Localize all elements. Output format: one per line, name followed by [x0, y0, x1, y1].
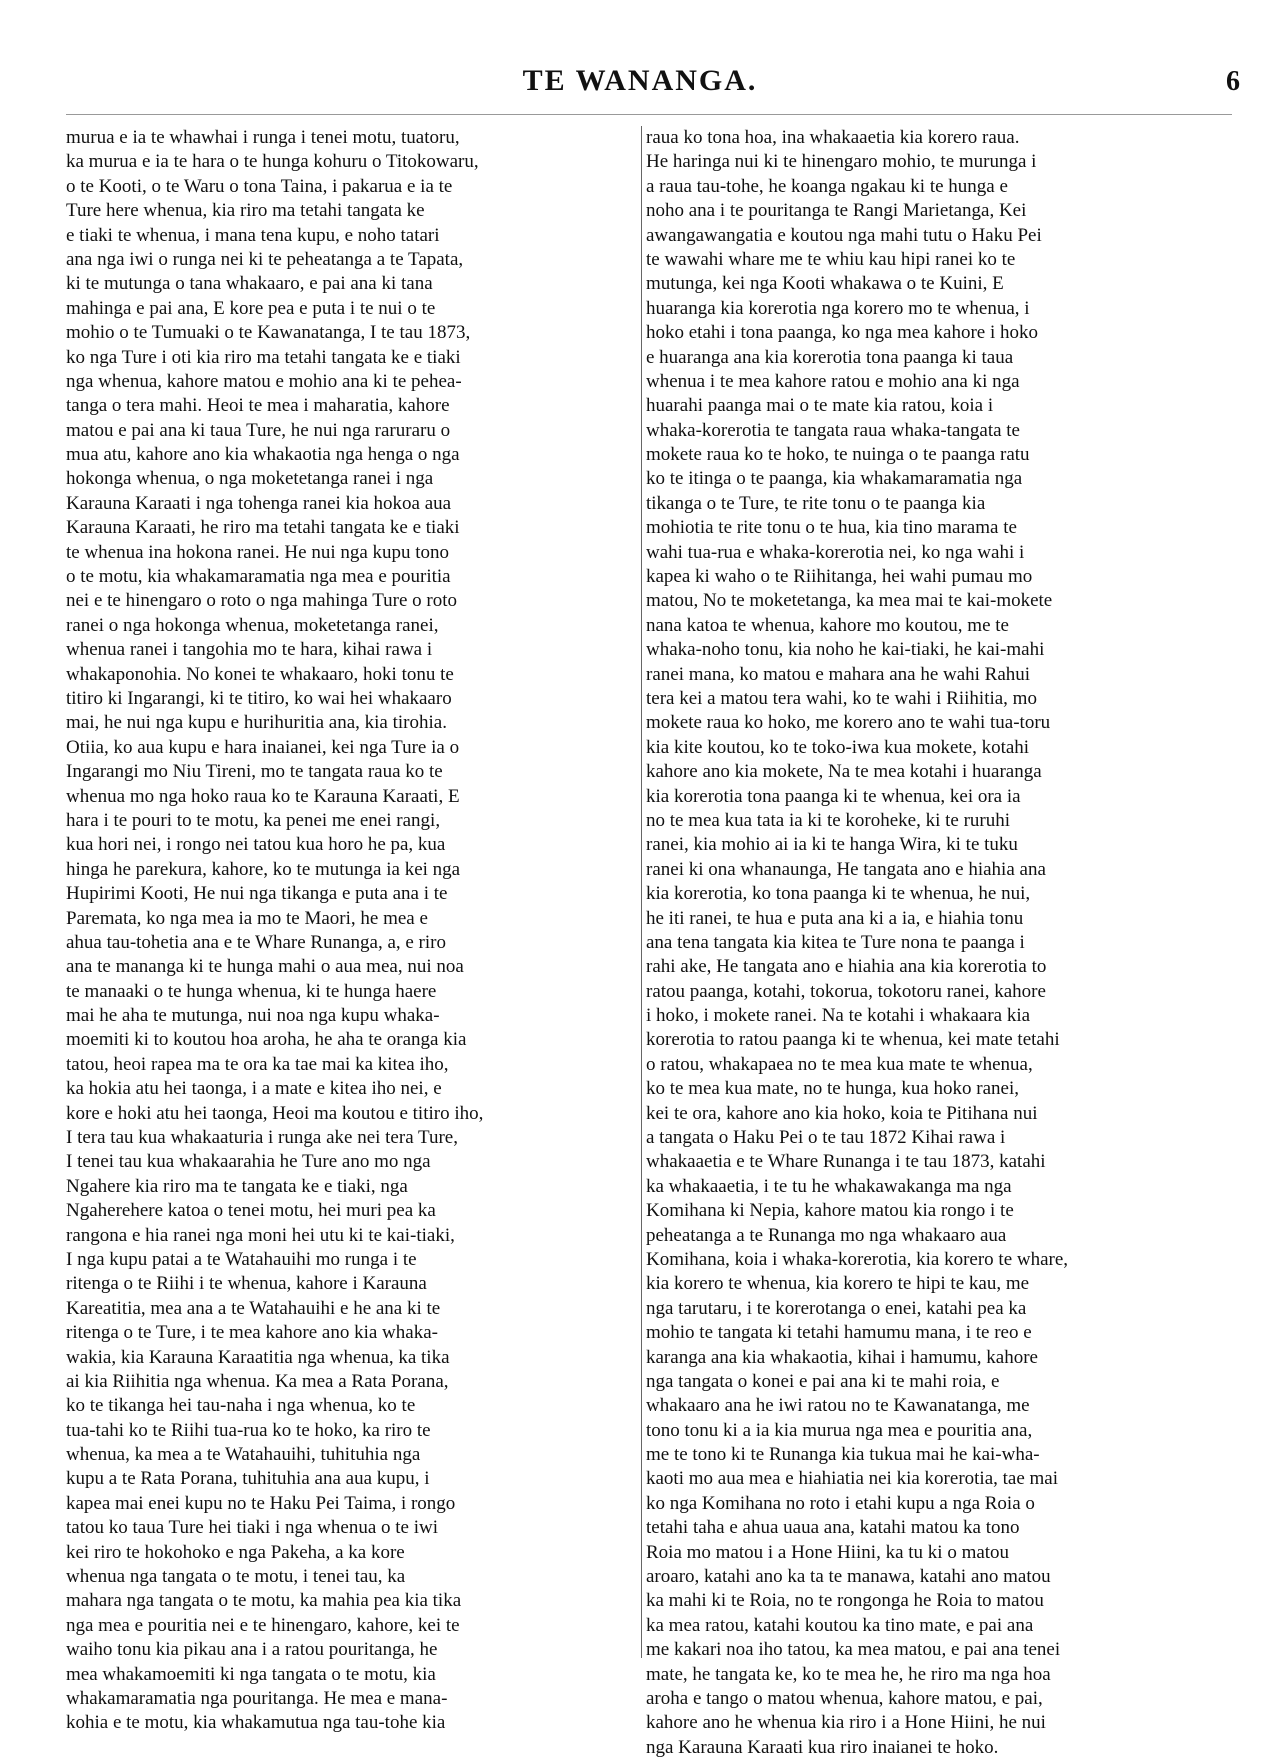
- text-line: whakaaro ana he iwi ratou no te Kawanatanga, me: [646, 1395, 1030, 1417]
- text-line: ritenga o te Ture, i te mea kahore ano kia whaka-: [66, 1322, 438, 1344]
- text-line: Hupirimi Kooti, He nui nga tikanga e puta ana i te: [66, 883, 448, 905]
- text-line: me te tono ki te Runanga kia tukua mai he kai-wha-: [646, 1444, 1040, 1466]
- text-line: whaka-korerotia te tangata raua whaka-tangata te: [646, 419, 1020, 441]
- text-line: Komihana, koia i whaka-korerotia, kia korero te whare,: [646, 1248, 1069, 1270]
- text-line: nga tarutaru, i te korerotanga o enei, katahi pea ka: [646, 1297, 1027, 1319]
- text-line: nga tangata o konei e pai ana ki te mahi roia, e: [646, 1370, 1000, 1392]
- text-line: ana tena tangata kia kitea te Ture nona te paanga i: [646, 931, 1025, 953]
- text-line: whenua nga tangata o te motu, i tenei tau, ka: [66, 1566, 406, 1588]
- text-line: nei e te hinengaro o roto o nga mahinga Ture o roto: [66, 590, 458, 612]
- text-line: matou e pai ana ki taua Ture, he nui nga raruraru o: [66, 419, 451, 441]
- text-line: ritenga o te Riihi i te whenua, kahore i Karauna: [66, 1273, 427, 1295]
- text-line: ana nga iwi o runga nei ki te peheatanga a te Tapata,: [66, 248, 464, 270]
- page-number: 6: [1226, 66, 1240, 97]
- text-line: me kakari noa iho tatou, ka mea matou, e pai ana tenei: [646, 1639, 1061, 1661]
- text-line: hinga he parekura, kahore, ko te mutunga ia kei nga: [66, 858, 461, 880]
- text-line: aroha e tango o matou whenua, kahore matou, e pai,: [646, 1688, 1043, 1709]
- text-line: ahua tau-tohetia ana e te Whare Runanga, a, e riro: [66, 931, 446, 953]
- left-column: [66, 126, 636, 1736]
- text-line: o te Kooti, o te Waru o tona Taina, i pakarua e ia te: [66, 175, 453, 197]
- text-line: awangawangatia e koutou nga mahi tutu o Haku Pei: [646, 224, 1042, 246]
- text-line: mea whakamoemiti ki nga tangata o te motu, kia: [66, 1663, 436, 1685]
- text-line: tatou ko taua Ture hei tiaki i nga whenua o te iwi: [66, 1517, 439, 1539]
- text-line: kohia e te motu, kia whakamutua nga tau-tohe kia: [66, 1712, 446, 1734]
- text-line: karanga ana kia whakaotia, kihai i hamumu, kahore: [646, 1346, 1038, 1368]
- text-line: whenua mo nga hoko raua ko te Karauna Karaati, E: [66, 785, 460, 807]
- text-line: Ngaherehere katoa o tenei motu, hei muri pea ka: [66, 1200, 436, 1222]
- text-line: Otiia, ko aua kupu e hara inaianei, kei nga Ture ia o: [66, 736, 460, 758]
- text-line: ko te tikanga hei tau-naha i nga whenua, ko te: [66, 1395, 416, 1417]
- text-line: mutunga, kei nga Kooti whakawa o te Kuini, E: [646, 273, 1004, 295]
- text-line: ka mea ratou, katahi koutou ka tino mate, e pai ana: [646, 1614, 1034, 1636]
- text-line: whenua i te mea kahore ratou e mohio ana ki nga: [646, 370, 1020, 392]
- text-line: ka murua e ia te hara o te hunga kohuru o Titokowaru,: [66, 151, 479, 173]
- text-line: ana te mananga ki te hunga mahi o aua mea, nui noa: [66, 956, 464, 978]
- text-line: mahinga e pai ana, E kore pea e puta i te nui o te: [66, 297, 436, 319]
- text-line: wahi tua-rua e whaka-korerotia nei, ko nga wahi i: [646, 541, 1025, 563]
- text-line: rangona e hia ranei nga moni hei utu ki te kai-tiaki,: [66, 1224, 455, 1246]
- text-line: waiho tonu kia pikau ana i a ratou pouritanga, he: [66, 1639, 438, 1661]
- text-line: ka hokia atu hei taonga, i a mate e kitea iho nei, e: [66, 1078, 442, 1100]
- text-line: whaka-noho tonu, kia noho he kai-tiaki, he kai-mahi: [646, 639, 1045, 661]
- text-line: te wawahi whare me te whiu kau hipi ranei ko te: [646, 248, 1016, 270]
- text-line: ko nga Ture i oti kia riro ma tetahi tangata ke e tiaki: [66, 346, 461, 368]
- text-line: hara i te pouri to te motu, ka penei me enei rangi,: [66, 809, 441, 831]
- text-line: huaranga kia korerotia nga korero mo te whenua, i: [646, 297, 1030, 319]
- header-rule: [66, 114, 1232, 115]
- text-line: Komihana ki Nepia, kahore matou kia rongo i te: [646, 1200, 1014, 1222]
- text-line: ko nga Komihana no roto i etahi kupu a nga Roia o: [646, 1492, 1035, 1514]
- text-line: Ngahere kia riro ma te tangata ke e tiaki, nga: [66, 1175, 408, 1197]
- text-line: kia kite koutou, ko te toko-iwa kua mokete, kotahi: [646, 736, 1030, 758]
- page-title: TE WANANGA.: [522, 64, 758, 97]
- text-line: tatou, heoi rapea ma te ora ka tae mai ka kitea iho,: [66, 1053, 449, 1075]
- text-line: i hoko, i mokete ranei. Na te kotahi i whakaara kia: [646, 1005, 1031, 1027]
- text-line: wakia, kia Karauna Karaatitia nga whenua, ka tika: [66, 1346, 450, 1368]
- right-column: [646, 126, 1236, 1760]
- text-line: mai he aha te mutunga, nui noa nga kupu whaka-: [66, 1005, 440, 1027]
- text-line: a tangata o Haku Pei o te tau 1872 Kihai rawa i: [646, 1127, 1006, 1149]
- text-line: whenua, ka mea a te Watahauihi, tuhituhia nga: [66, 1444, 421, 1466]
- text-line: tanga o tera mahi. Heoi te mea i maharatia, kahore: [66, 395, 450, 417]
- text-line: mate, he tangata ke, ko te mea he, he riro ma nga hoa: [646, 1663, 1051, 1685]
- text-line: a raua tau-tohe, he koanga ngakau ki te hunga e: [646, 175, 1008, 197]
- text-line: he iti ranei, te hua e puta ana ki a ia, e hiahia tonu: [646, 907, 1024, 929]
- text-line: te manaaki o te hunga whenua, ki te hunga haere: [66, 980, 437, 1002]
- text-line: kia korerotia tona paanga ki te whenua, kei ora ia: [646, 785, 1021, 807]
- text-line: titiro ki Ingarangi, ki te titiro, ko wai hei whakaaro: [66, 687, 452, 709]
- text-line: whenua ranei i tangohia mo te hara, kihai rawa i: [66, 639, 433, 661]
- text-line: tetahi taha e ahua uaua ana, katahi matou ka tono: [646, 1517, 1020, 1539]
- text-line: mohio te tangata ki tetahi hamumu mana, i te reo e: [646, 1322, 1032, 1344]
- text-line: ka mahi ki te Roia, no te rongonga he Roia to matou: [646, 1590, 1044, 1612]
- text-line: rahi ake, He tangata ano e hiahia ana kia korerotia to: [646, 956, 1047, 978]
- text-line: huarahi paanga mai o te mate kia ratou, koia i: [646, 395, 994, 417]
- text-line: kaoti mo aua mea e hiahiatia nei kia korerotia, tae mai: [646, 1468, 1059, 1490]
- column-divider: [641, 126, 642, 1658]
- text-line: kua hori nei, i rongo nei tatou kua horo he pa, kua: [66, 834, 446, 856]
- text-line: whakaponohia. No konei te whakaaro, hoki tonu te: [66, 663, 454, 685]
- text-line: ka whakaaetia, i te tu he whakawakanga ma nga: [646, 1175, 1012, 1197]
- text-line: Paremata, ko nga mea ia mo te Maori, he mea e: [66, 907, 428, 929]
- text-line: hokonga whenua, o nga moketetanga ranei i nga: [66, 468, 434, 490]
- text-line: ranei ki ona whanaunga, He tangata ano e hiahia ana: [646, 858, 1046, 880]
- text-line: kei riro te hokohoko e nga Pakeha, a ka kore: [66, 1541, 405, 1563]
- text-line: matou, No te moketetanga, ka mea mai te kai-mokete: [646, 590, 1053, 612]
- text-line: Kareatitia, mea ana a te Watahauihi e he ana ki te: [66, 1297, 441, 1319]
- text-line: tera kei a matou tera wahi, ko te wahi i Riihitia, mo: [646, 687, 1037, 709]
- text-line: Ture here whenua, kia riro ma tetahi tangata ke: [66, 200, 425, 222]
- text-line: tua-tahi ko te Riihi tua-rua ko te hoko, ka riro te: [66, 1419, 431, 1441]
- text-line: hoko etahi i tona paanga, ko nga mea kahore i hoko: [646, 322, 1039, 344]
- text-line: tikanga o te Ture, te rite tonu o te paanga kia: [646, 492, 986, 514]
- text-line: kapea ki waho o te Riihitanga, hei wahi pumau mo: [646, 566, 1033, 588]
- text-line: noho ana i te pouritanga te Rangi Marietanga, Kei: [646, 200, 1027, 222]
- text-line: I tenei tau kua whakaarahia he Ture ano mo nga: [66, 1151, 431, 1173]
- text-line: nga whenua, kahore matou e mohio ana ki te pehea-: [66, 370, 462, 392]
- text-line: e huaranga ana kia korerotia tona paanga ki taua: [646, 346, 1014, 368]
- text-line: aroaro, katahi ano ka ta te manawa, katahi ano matou: [646, 1566, 1051, 1588]
- text-line: Ingarangi mo Niu Tireni, mo te tangata raua ko te: [66, 761, 443, 783]
- text-line: ranei, kia mohio ai ia ki te hanga Wira, ki te tuku: [646, 834, 1018, 856]
- text-line: Karauna Karaati, he riro ma tetahi tangata ke e tiaki: [66, 517, 460, 539]
- text-line: ai kia Riihitia nga whenua. Ka mea a Rata Porana,: [66, 1370, 449, 1392]
- text-line: mokete raua ko hoko, me korero ano te wahi tua-toru: [646, 712, 1051, 734]
- text-line: kahore ano he whenua kia riro i a Hone Hiini, he nui: [646, 1712, 1046, 1734]
- text-line: kia korero te whenua, kia korero te hipi te kau, me: [646, 1273, 1030, 1295]
- text-line: kia korerotia, ko tona paanga ki te whenua, he nui,: [646, 883, 1031, 905]
- text-line: kahore ano kia mokete, Na te mea kotahi i huaranga: [646, 761, 1042, 783]
- text-line: kapea mai enei kupu no te Haku Pei Taima, i rongo: [66, 1492, 456, 1514]
- text-line: kei te ora, kahore ano kia hoko, koia te Pitihana nui: [646, 1102, 1038, 1124]
- text-line: ko te itinga o te paanga, kia whakamaramatia nga: [646, 468, 1023, 490]
- text-line: kupu a te Rata Porana, tuhituhia ana aua kupu, i: [66, 1468, 430, 1490]
- text-line: mua atu, kahore ano kia whakaotia nga henga o nga: [66, 444, 460, 466]
- text-line: e tiaki te whenua, i mana tena kupu, e noho tatari: [66, 224, 440, 246]
- text-line: raua ko tona hoa, ina whakaaetia kia korero raua.: [646, 127, 1020, 148]
- text-line: ki te mutunga o tana whakaaro, e pai ana ki tana: [66, 273, 433, 295]
- text-line: nga Karauna Karaati kua riro inaianei te hoko.: [646, 1736, 999, 1758]
- text-line: tono tonu ki a ia kia murua nga mea e pouritia ana,: [646, 1419, 1033, 1441]
- text-line: whakaaetia e te Whare Runanga i te tau 1873, katahi: [646, 1151, 1046, 1173]
- text-line: mohiotia te rite tonu o te hua, kia tino marama te: [646, 517, 1017, 539]
- text-line: I nga kupu patai a te Watahauihi mo runga i te: [66, 1248, 417, 1270]
- text-line: He haringa nui ki te hinengaro mohio, te murunga i: [646, 151, 1037, 173]
- text-line: peheatanga a te Runanga mo nga whakaaro aua: [646, 1224, 1007, 1246]
- text-line: mohio o te Tumuaki o te Kawanatanga, I te tau 1873,: [66, 322, 471, 344]
- text-line: no te mea kua tata ia ki te koroheke, ki te ruruhi: [646, 809, 1011, 831]
- text-line: mahara nga tangata o te motu, ka mahia pea kia tika: [66, 1590, 462, 1612]
- masthead: [0, 64, 1280, 114]
- text-line: mokete raua ko te hoko, te nuinga o te paanga ratu: [646, 444, 1030, 466]
- text-line: Roia mo matou i a Hone Hiini, ka tu ki o matou: [646, 1541, 1010, 1563]
- text-line: murua e ia te whawhai i runga i tenei motu, tuatoru,: [66, 127, 460, 148]
- text-line: korerotia to ratou paanga ki te whenua, kei mate tetahi: [646, 1029, 1060, 1051]
- text-line: moemiti ki to koutou hoa aroha, he aha te oranga kia: [66, 1029, 467, 1051]
- text-line: mai, he nui nga kupu e hurihuritia ana, kia tirohia.: [66, 712, 447, 734]
- text-line: te whenua ina hokona ranei. He nui nga kupu tono: [66, 541, 450, 563]
- text-line: ko te mea kua mate, no te hunga, kua hoko ranei,: [646, 1078, 1020, 1100]
- text-line: Karauna Karaati i nga tohenga ranei kia hokoa aua: [66, 492, 452, 514]
- text-line: kore e hoki atu hei taonga, Heoi ma koutou e titiro iho,: [66, 1102, 484, 1124]
- text-line: o ratou, whakapaea no te mea kua mate te whenua,: [646, 1053, 1033, 1075]
- text-line: ranei o nga hokonga whenua, moketetanga ranei,: [66, 614, 439, 636]
- text-line: ratou paanga, kotahi, tokorua, tokotoru ranei, kahore: [646, 980, 1046, 1002]
- text-line: nga mea e pouritia nei e te hinengaro, kahore, kei te: [66, 1614, 460, 1636]
- text-line: I tera tau kua whakaaturia i runga ake nei tera Ture,: [66, 1127, 458, 1149]
- text-line: o te motu, kia whakamaramatia nga mea e pouritia: [66, 566, 451, 588]
- text-line: nana katoa te whenua, kahore mo koutou, me te: [646, 614, 1009, 636]
- text-line: ranei mana, ko matou e mahara ana he wahi Rahui: [646, 663, 1031, 685]
- text-line: whakamaramatia nga pouritanga. He mea e mana-: [66, 1688, 448, 1709]
